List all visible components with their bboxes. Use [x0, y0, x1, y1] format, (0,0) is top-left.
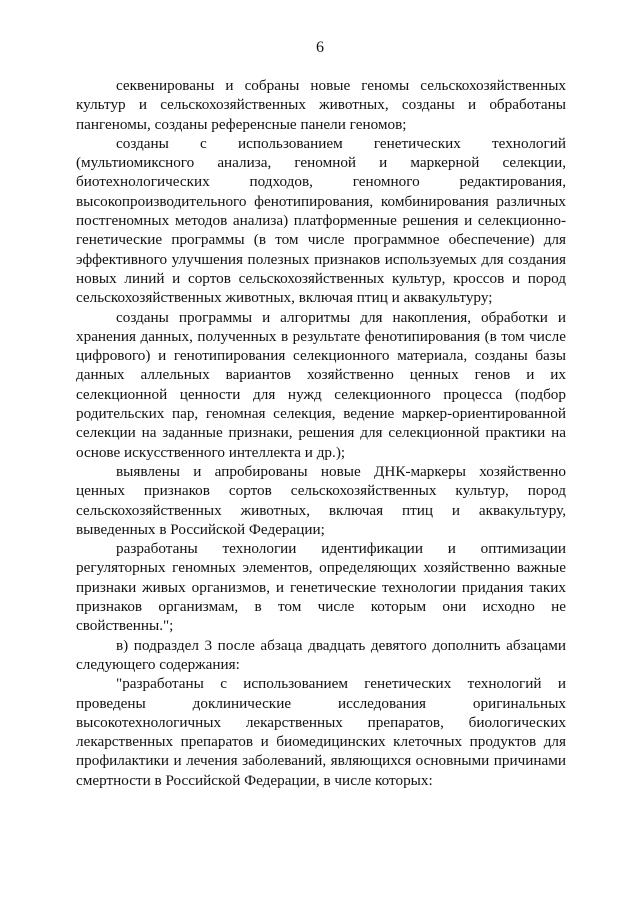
page-number: 6 [316, 39, 324, 56]
paragraph-dna-markers: выявлены и апробированы новые ДНК-маркеры хозяйственно ценных признаков сортов сельскохозяйственных культур, пород сельскохозяйственных животных, включая птиц и аквакультуру, выведенных в Российской Федерации; [76, 462, 566, 538]
paragraph-data-programs: созданы программы и алгоритмы для накопления, обработки и хранения данных, полученных в результате фенотипирования (в том числе цифрового) и генотипирования селекционного материала, созданы базы данных аллельных вариантов хозяйственно ценных генов и их селекционной ценности для нужд селекционного процесса (подбор родительских пар, геномная селекция, ведение маркер-ориентированной селекции на заданные признаки, решения для селекционной практики на основе искусственного интеллекта и др.); [76, 308, 566, 461]
paragraph-regulatory-elements: разработаны технологии идентификации и оптимизации регуляторных геномных элементов, определяющих хозяйственно важные признаки живых организмов, и генетические технологии придания таких признаков организмам, в том числе которым они исходно не свойственны."; [76, 540, 566, 635]
paragraph-sequenced-genomes: секвенированы и собраны новые геномы сельскохозяйственных культур и сельскохозяйственных животных, созданы и обработаны пангеномы, созданы референсные панели геномов; [76, 77, 566, 133]
paragraph-breeding-platforms: созданы с использованием генетических технологий (мультиомиксного анализа, геномной и маркерной селекции, биотехнологических подходов, геномного редактирования, высокопроизводительного фенотипирования, комбинирования различных постгеномных методов анализа) платформенные решения и селекционно-генетические программы (в том числе программное обеспечение) для эффективного улучшения полезных признаков используемых для создания новых линий и сортов сельскохозяйственных культур, кроссов и пород сельскохозяйственных животных, включая птиц и аквакультуру; [76, 134, 566, 307]
paragraph-preclinical-studies: "разработаны с использованием генетических технологий и проведены доклинические исследования оригинальных высокотехнологичных лекарственных препаратов, биологических лекарственных препаратов и биомедицинских клеточных продуктов для профилактики и лечения заболеваний, являющихся основными причинами смертности в Российской Федерации, в числе которых: [76, 675, 566, 789]
body-text [76, 76, 566, 790]
paragraph-subsection-3: в) подраздел 3 после абзаца двадцать девятого дополнить абзацами следующего содержания: [76, 636, 566, 673]
